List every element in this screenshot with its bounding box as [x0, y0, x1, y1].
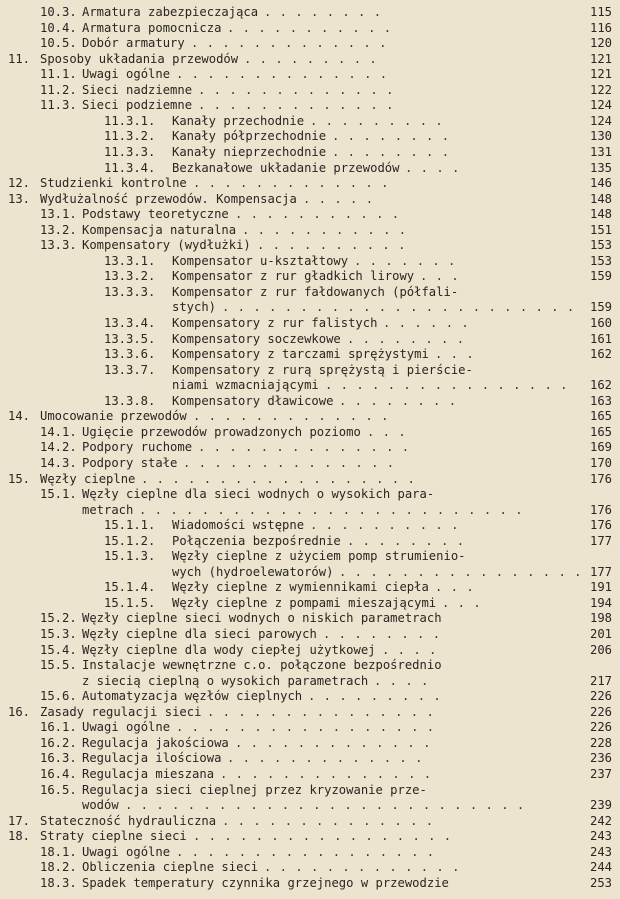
- toc-entry-title: Węzły cieplne z użyciem pomp strumienio-: [172, 549, 466, 564]
- toc-entry-title: Regulacja mieszana: [82, 766, 215, 781]
- toc-entry-page: 206: [589, 642, 612, 657]
- toc-entry: [0, 627, 620, 641]
- toc-entry-page: 162: [589, 347, 612, 362]
- toc-leader-dots: . . .: [442, 595, 482, 610]
- toc-entry-page: 153: [589, 238, 612, 253]
- toc-entry: [0, 643, 620, 657]
- toc-entry: [0, 238, 620, 252]
- toc-entry-number: 18.: [8, 829, 31, 844]
- toc-leader-dots: . . . . . . . . . . .: [242, 222, 407, 237]
- toc-entry: [0, 534, 620, 548]
- toc-leader-dots: . . . . . . . . . . .: [227, 20, 392, 35]
- toc-entry: [0, 67, 620, 81]
- toc-leader-dots: . . . . . . . . . . . . . .: [198, 440, 410, 455]
- toc-entry: [0, 285, 620, 299]
- toc-entry-title: Kompensator z rur gładkich lirowy: [172, 269, 415, 284]
- toc-entry-title: Sposoby układania przewodów: [40, 51, 239, 66]
- toc-entry: [0, 52, 620, 66]
- toc-entry-number: 13.3.2.: [104, 269, 156, 284]
- toc-leader-dots: . . . . . . . . . . . . . .: [222, 813, 434, 828]
- toc-entry-number: 15.3.: [40, 627, 77, 641]
- toc-entry-number: 14.2.: [40, 440, 77, 455]
- toc-leader-dots: . . . . .: [303, 191, 374, 206]
- toc-entry: [0, 347, 620, 361]
- toc-leader-dots: . . . . . . . . . . . . .: [191, 36, 387, 51]
- toc-entry-number: 17.: [8, 813, 31, 828]
- toc-entry-title: wodów: [82, 798, 119, 813]
- toc-leader-dots: . . . . . . . . . .: [257, 238, 406, 253]
- toc-entry-number: 13.3.6.: [104, 347, 156, 362]
- toc-entry-number: 13.2.: [40, 222, 77, 237]
- toc-entry-page: 176: [589, 502, 612, 517]
- toc-leader-dots: . . . . . . . . . . . . . .: [183, 455, 395, 470]
- toc-entry-number: 11.1.: [40, 67, 77, 82]
- toc-entry: [0, 689, 620, 703]
- toc-entry-page: 153: [589, 253, 612, 268]
- toc-entry-page: 237: [589, 766, 612, 781]
- toc-entry-title: Ugięcie przewodów prowadzonych poziomo: [82, 424, 361, 439]
- toc-leader-dots: . . .: [435, 347, 475, 362]
- toc-entry-page: 165: [589, 424, 612, 439]
- toc-entry: [0, 378, 620, 392]
- toc-entry: [0, 425, 620, 439]
- toc-entry-number: 15.1.1.: [104, 518, 156, 533]
- toc-entry-title: Podstawy teoretyczne: [82, 207, 229, 222]
- toc-entry: [0, 332, 620, 346]
- toc-entry-number: 15.6.: [40, 689, 77, 704]
- toc-entry-title: Kanały nieprzechodnie: [172, 144, 327, 159]
- toc-entry-page: 165: [589, 409, 612, 424]
- toc-leader-dots: . . . . . . . . . . . . . . . . . . . . . . . . .: [139, 502, 524, 517]
- toc-leader-dots: . . . . . . . . . . . . .: [198, 82, 394, 97]
- toc-entry-title: niami wzmacniającymi: [172, 378, 319, 393]
- toc-entry: [0, 783, 620, 797]
- toc-entry-page: 217: [589, 673, 612, 688]
- toc-entry: [0, 767, 620, 781]
- toc-entry-title: Regulacja ilościowa: [82, 751, 222, 766]
- toc-entry-page: 236: [589, 751, 612, 766]
- toc-entry: [0, 503, 620, 517]
- toc-entry-title: Kompensatory z rurą sprężystą i pierście-: [172, 362, 473, 377]
- toc-entry-number: 14.3.: [40, 455, 77, 470]
- toc-entry-page: 124: [589, 98, 612, 113]
- toc-entry-number: 11.3.2.: [104, 129, 156, 144]
- toc-entry-title: Obliczenia cieplne sieci: [82, 860, 259, 875]
- toc-leader-dots: . . . . . . . .: [347, 331, 465, 346]
- toc-entry: [0, 300, 620, 314]
- toc-entry: [0, 518, 620, 532]
- toc-entry: [0, 129, 620, 143]
- toc-entry-title: Kanały przechodnie: [172, 113, 305, 128]
- toc-entry-number: 18.2.: [40, 860, 77, 875]
- toc-entry-title: Spadek temperatury czynnika grzejnego w przewodzie: [82, 875, 449, 890]
- toc-entry-number: 15.1.5.: [104, 595, 156, 610]
- toc-entry-page: 159: [589, 269, 612, 284]
- toc-entry-page: 243: [589, 829, 612, 844]
- toc-entry-page: 124: [589, 113, 612, 128]
- toc-entry: [0, 192, 620, 206]
- toc-entry-title: Węzły cieplne z pompami mieszającymi: [172, 595, 437, 610]
- toc-entry-page: 121: [589, 51, 612, 66]
- toc-entry-title: Sieci nadziemne: [82, 82, 193, 97]
- toc-entry: [0, 751, 620, 765]
- toc-leader-dots: . . . . . . . . . . . . .: [227, 751, 423, 766]
- toc-entry-title: wych (hydroelewatorów): [172, 564, 334, 579]
- toc-entry-page: 177: [589, 564, 612, 579]
- toc-entry-title: Instalacje wewnętrzne c.o. połączone bezpośrednio: [82, 658, 442, 673]
- toc-entry: [0, 98, 620, 112]
- toc-entry-title: Węzły cieplne: [40, 471, 136, 486]
- toc-entry-title: Kompensatory (wydłużki): [82, 238, 251, 253]
- toc-entry-title: Węzły cieplne sieci wodnych o niskich parametrach: [82, 611, 442, 626]
- toc-leader-dots: . . .: [367, 424, 407, 439]
- toc-entry-title: z siecią cieplną o wysokich parametrach: [82, 673, 369, 688]
- toc-leader-dots: . . . . . . . .: [264, 5, 382, 19]
- toc-entry: [0, 549, 620, 563]
- toc-entry-page: 116: [589, 20, 612, 35]
- toc-entry-page: 131: [589, 144, 612, 159]
- toc-entry-page: 226: [589, 689, 612, 704]
- toc-entry-title: Wiadomości wstępne: [172, 518, 305, 533]
- toc-entry-number: 18.1.: [40, 844, 77, 859]
- toc-entry-number: 10.4.: [40, 20, 77, 35]
- toc-entry-number: 16.1.: [40, 720, 77, 735]
- toc-leader-dots: . . . . . . . . .: [308, 689, 442, 704]
- toc-entry-page: 242: [589, 813, 612, 828]
- toc-entry-number: 11.: [8, 51, 31, 66]
- toc-entry-title: metrach: [82, 502, 134, 517]
- toc-entry-page: 148: [589, 191, 612, 206]
- toc-entry-page: 160: [589, 316, 612, 330]
- toc-entry-title: Kompensator u-kształtowy: [172, 253, 349, 268]
- toc-entry-number: 11.3.4.: [104, 160, 156, 175]
- toc-entry-title: Dobór armatury: [82, 36, 185, 51]
- toc-entry: [0, 114, 620, 128]
- toc-entry: [0, 674, 620, 688]
- toc-leader-dots: . . . . . . . . . . . . . . . . .: [193, 829, 452, 844]
- toc-entry-title: Bezkanałowe układanie przewodów: [172, 160, 400, 175]
- toc-leader-dots: . . . . . . . .: [332, 129, 450, 144]
- toc-entry: [0, 736, 620, 750]
- toc-entry-page: 239: [589, 798, 612, 813]
- toc-leader-dots: . . . . . . . . .: [310, 113, 444, 128]
- toc-entry-number: 11.3.1.: [104, 113, 156, 128]
- toc-leader-dots: . . . . . . . . . . . . . .: [176, 67, 388, 82]
- toc-entry-page: 159: [589, 300, 612, 315]
- toc-entry-page: 244: [589, 860, 612, 875]
- toc-entry-page: 130: [589, 129, 612, 144]
- toc-entry-page: 135: [589, 160, 612, 175]
- toc-leader-dots: . . . . . . . . .: [244, 51, 378, 66]
- toc-entry: [0, 5, 620, 19]
- toc-entry-page: 226: [589, 704, 612, 719]
- toc-entry-number: 12.: [8, 176, 31, 191]
- toc-leader-dots: . . . . . . . . . . . . .: [264, 860, 460, 875]
- toc-leader-dots: . . . . . . . .: [323, 627, 441, 641]
- toc-entry-title: Kompensatory z tarczami sprężystymi: [172, 347, 429, 362]
- toc-entry-title: Uwagi ogólne: [82, 720, 171, 735]
- toc-entry-number: 15.1.: [40, 487, 77, 502]
- toc-entry-title: Straty cieplne sieci: [40, 829, 187, 844]
- toc-entry-title: Kompensacja naturalna: [82, 222, 237, 237]
- toc-leader-dots: . . . .: [382, 642, 437, 657]
- toc-leader-dots: . . . . . . . . . . . . .: [193, 176, 389, 191]
- toc-entry: [0, 316, 620, 330]
- toc-entry-title: Połączenia bezpośrednie: [172, 533, 341, 548]
- toc-entry-title: Armatura zabezpieczająca: [82, 5, 259, 19]
- toc-entry-number: 11.2.: [40, 82, 77, 97]
- toc-entry-title: Uwagi ogólne: [82, 844, 171, 859]
- toc-entry-number: 16.: [8, 704, 31, 719]
- toc-entry-number: 10.5.: [40, 36, 77, 51]
- toc-entry-title: Uwagi ogólne: [82, 67, 171, 82]
- toc-entry-number: 13.3.: [40, 238, 77, 253]
- toc-leader-dots: . . .: [435, 580, 475, 595]
- toc-entry-title: Armatura pomocnicza: [82, 20, 222, 35]
- toc-entry-title: Podpory stałe: [82, 455, 178, 470]
- toc-entry-page: 194: [589, 595, 612, 610]
- toc-entry-page: 162: [589, 378, 612, 393]
- toc-entry: [0, 269, 620, 283]
- toc-leader-dots: . . . . . . . .: [339, 393, 457, 408]
- toc-entry-page: 191: [589, 580, 612, 595]
- toc-entry-title: Kompensatory soczewkowe: [172, 331, 341, 346]
- toc-entry-number: 10.3.: [40, 5, 77, 19]
- toc-entry: [0, 254, 620, 268]
- toc-entry-number: 14.: [8, 409, 31, 424]
- toc-entry-title: Automatyzacja węzłów cieplnych: [82, 689, 303, 704]
- toc-entry-title: Węzły cieplne z wymiennikami ciepła: [172, 580, 429, 595]
- toc-entry-page: 176: [589, 518, 612, 533]
- toc-leader-dots: . . . . . . . .: [347, 533, 465, 548]
- toc-entry-title: Zasady regulacji sieci: [40, 704, 202, 719]
- toc-entry-title: stych): [172, 300, 217, 315]
- toc-entry-number: 13.3.1.: [104, 253, 156, 268]
- toc-entry-page: 121: [589, 67, 612, 82]
- toc-entry: [0, 440, 620, 454]
- toc-leader-dots: . . . . . . .: [354, 253, 456, 268]
- toc-entry-title: Studzienki kontrolne: [40, 176, 187, 191]
- toc-entry-number: 13.3.5.: [104, 331, 156, 346]
- toc-entry-number: 14.1.: [40, 424, 77, 439]
- toc-entry: [0, 565, 620, 579]
- toc-entry-page: 170: [589, 455, 612, 470]
- toc-entry-page: 151: [589, 222, 612, 237]
- toc-entry: [0, 456, 620, 470]
- toc-entry-title: Kompensatory dławicowe: [172, 393, 334, 408]
- toc-leader-dots: . . . .: [405, 160, 460, 175]
- toc-entry: [0, 705, 620, 719]
- toc-leader-dots: . . . . . . . . . . . . .: [193, 409, 389, 424]
- toc-entry-title: Kanały półprzechodnie: [172, 129, 327, 144]
- toc-entry: [0, 814, 620, 828]
- toc-entry-page: 120: [589, 36, 612, 51]
- toc-entry: [0, 394, 620, 408]
- toc-entry-page: 198: [589, 611, 612, 626]
- toc-entry-number: 13.3.3.: [104, 284, 156, 299]
- toc-entry-title: Stateczność hydrauliczna: [40, 813, 217, 828]
- toc-entry: [0, 829, 620, 843]
- toc-entry: [0, 145, 620, 159]
- toc-entry-number: 16.2.: [40, 735, 77, 750]
- toc-entry-title: Regulacja sieci cieplnej przez kryzowanie prze-: [82, 782, 427, 797]
- toc-entry-number: 16.5.: [40, 782, 77, 797]
- toc-entry-page: 169: [589, 440, 612, 455]
- toc-entry-page: 161: [589, 331, 612, 346]
- toc-entry-number: 15.1.4.: [104, 580, 156, 595]
- toc-entry-number: 16.3.: [40, 751, 77, 766]
- toc-entry: [0, 658, 620, 672]
- toc-entry-page: 163: [589, 393, 612, 408]
- toc-leader-dots: . . . . . . . . . . . . . . . . .: [176, 844, 435, 859]
- toc-entry-title: Węzły cieplne dla sieci parowych: [82, 627, 317, 641]
- toc-entry-number: 13.1.: [40, 207, 77, 222]
- toc-leader-dots: . . . . . . . . . . . . . . . .: [339, 564, 582, 579]
- toc-leader-dots: . . . . . . . . . . . . . . . . . . . . . . .: [222, 300, 575, 315]
- toc-entry-page: 146: [589, 176, 612, 191]
- toc-entry-number: 15.2.: [40, 611, 77, 626]
- toc-entry-page: 115: [589, 5, 612, 19]
- toc-entry: [0, 472, 620, 486]
- toc-entry-number: 13.3.7.: [104, 362, 156, 377]
- toc-entry: [0, 363, 620, 377]
- toc-leader-dots: . . . . . . . . . . . . . . . . . .: [141, 471, 416, 486]
- toc-entry-page: 228: [589, 735, 612, 750]
- toc-entry: [0, 207, 620, 221]
- toc-entry-page: 176: [589, 471, 612, 486]
- toc-leader-dots: . . . . . . . . . . . . .: [235, 735, 431, 750]
- toc-leader-dots: . . .: [420, 269, 460, 284]
- toc-entry: [0, 720, 620, 734]
- toc-entry: [0, 176, 620, 190]
- toc-leader-dots: . . . . . . . . . . .: [235, 207, 400, 222]
- toc-entry-title: Sieci podziemne: [82, 98, 193, 113]
- toc-leader-dots: . . . . . . . . . . . . . . . . . . . . . . . . . .: [125, 798, 525, 813]
- toc-entry: [0, 876, 620, 890]
- toc-entry-page: 122: [589, 82, 612, 97]
- toc-entry: [0, 580, 620, 594]
- toc-entry-page: 226: [589, 720, 612, 735]
- toc-leader-dots: . . . . . . . . . . . . . .: [220, 766, 432, 781]
- toc-entry-number: 13.3.4.: [104, 316, 156, 330]
- toc-entry-title: Kompensatory z rur falistych: [172, 316, 378, 330]
- toc-entry: [0, 845, 620, 859]
- toc-entry-number: 15.: [8, 471, 31, 486]
- toc-entry: [0, 611, 620, 625]
- toc-leader-dots: . . . . . . . . . . . . .: [198, 98, 394, 113]
- toc-entry: [0, 36, 620, 50]
- toc-entry-page: 253: [589, 875, 612, 890]
- toc-leader-dots: . . . . . . . . . . . . . . .: [207, 704, 435, 719]
- toc-entry-number: 11.3.3.: [104, 144, 156, 159]
- toc-entry-title: Węzły cieplne dla wody ciepłej użytkowej: [82, 642, 376, 657]
- toc-entry: [0, 487, 620, 501]
- toc-entry-title: Podpory ruchome: [82, 440, 193, 455]
- toc-entry-page: 177: [589, 533, 612, 548]
- toc-leader-dots: . . . . . . . . . .: [310, 518, 459, 533]
- toc-entry-number: 11.3.: [40, 98, 77, 113]
- toc-entry: [0, 161, 620, 175]
- toc-entry: [0, 83, 620, 97]
- toc-entry-page: 201: [589, 627, 612, 641]
- toc-entry-title: Umocowanie przewodów: [40, 409, 187, 424]
- toc-leader-dots: . . . . . .: [383, 316, 470, 330]
- toc-entry-title: Regulacja jakościowa: [82, 735, 229, 750]
- toc-entry-number: 13.: [8, 191, 31, 206]
- toc-entry-number: 16.4.: [40, 766, 77, 781]
- toc-entry-number: 15.1.3.: [104, 549, 156, 564]
- toc-entry: [0, 798, 620, 812]
- toc-leader-dots: . . . .: [374, 673, 429, 688]
- toc-entry-title: Kompensator z rur fałdowanych (półfali-: [172, 284, 459, 299]
- toc-entry-number: 15.1.2.: [104, 533, 156, 548]
- toc-entry: [0, 860, 620, 874]
- toc-entry-title: Węzły cieplne dla sieci wodnych o wysokich para-: [82, 487, 435, 502]
- toc-entry: [0, 223, 620, 237]
- toc-entry: [0, 409, 620, 423]
- toc-entry-page: 243: [589, 844, 612, 859]
- toc-leader-dots: . . . . . . . . . . . . . . . . .: [176, 720, 435, 735]
- toc-leader-dots: . . . . . . . .: [332, 144, 450, 159]
- toc-entry: [0, 21, 620, 35]
- toc-leader-dots: . . . . . . . . . . . . . . . .: [325, 378, 568, 393]
- toc-entry-number: 18.3.: [40, 875, 77, 890]
- toc-entry-number: 15.4.: [40, 642, 77, 657]
- toc-entry: [0, 596, 620, 610]
- toc-entry-number: 13.3.8.: [104, 393, 156, 408]
- toc-entry-title: Wydłużalność przewodów. Kompensacja: [40, 191, 297, 206]
- toc-entry-page: 148: [589, 207, 612, 222]
- toc-entry-number: 15.5.: [40, 658, 77, 673]
